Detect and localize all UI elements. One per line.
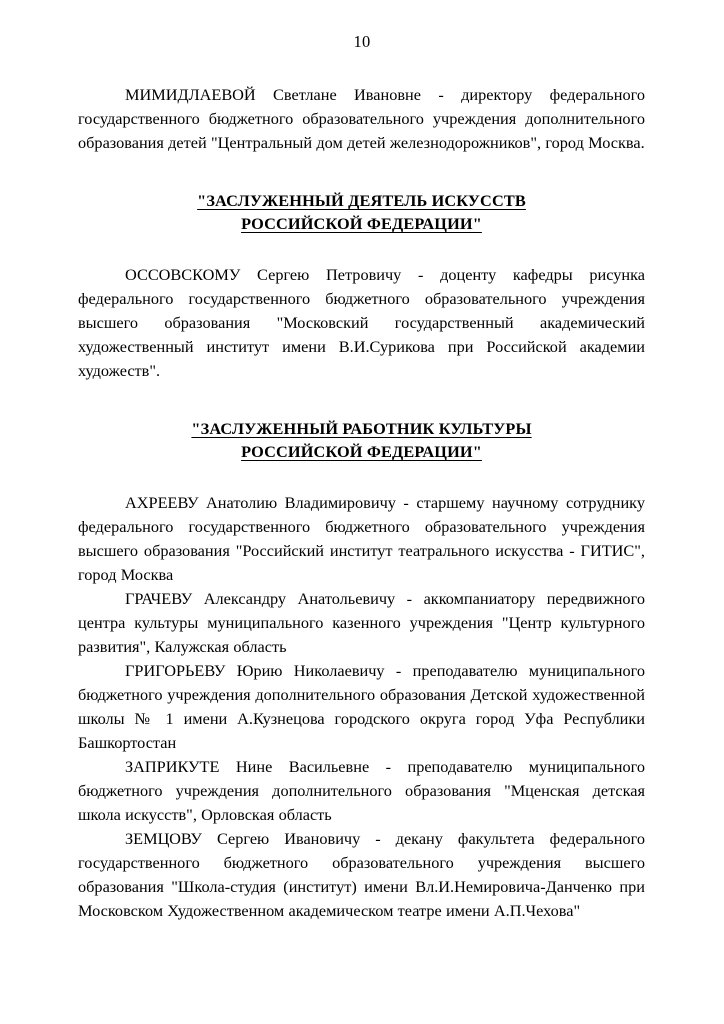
heading-line-1: "ЗАСЛУЖЕННЫЙ РАБОТНИК КУЛЬТУРЫ [191,419,532,438]
heading-spacer [78,463,645,491]
heading-zasluzhenny-rabotnik-kultury [78,417,645,463]
page-number: 10 [353,32,371,51]
paragraph-mimidlaeva: МИМИДЛАЕВОЙ Светлане Ивановне - директору федерального государственного бюджетного образовательного учреждения дополнительного образования детей "Центральный дом детей железнодорожников", город Москва. [78,85,645,152]
heading-zasluzhenny-deyatel-iskusstv [78,189,645,235]
document-body [78,83,645,923]
paragraph-ossovsky: ОССОВСКОМУ Сергею Петровичу - доценту кафедры рисунка федерального государственного бюджетного образовательного учреждения высшего образования "Московский государственный академический художественный институт имени В.И.Сурикова при Российской академии художеств". [78,265,645,380]
heading-line-1: "ЗАСЛУЖЕННЫЙ ДЕЯТЕЛЬ ИСКУССТВ [197,191,526,210]
paragraph-grigoryev: ГРИГОРЬЕВУ Юрию Николаевичу - преподавателю муниципального бюджетного учреждения дополнительного образования Детской художественной школы № 1 имени А.Кузнецова городского округа город Уфа Республики Башкортостан [78,661,645,752]
heading-line-2: РОССИЙСКОЙ ФЕДЕРАЦИИ" [241,442,482,461]
paragraph-ahreev: АХРЕЕВУ Анатолию Владимировичу - старшему научному сотруднику федерального государственного бюджетного образовательного учреждения высшего образования "Российский институт театрального искусства - ГИТИС", город Москва [78,493,645,584]
paragraph-zaprikuta: ЗАПРИКУТЕ Нине Васильевне - преподавателю муниципального бюджетного учреждения дополнительного образования "Мценская детская школа искусств", Орловская область [78,757,645,824]
paragraph-zemtsov: ЗЕМЦОВУ Сергею Ивановичу - декану факультета федерального государственного бюджетного образовательного учреждения высшего образования "Школа-студия (институт) имени Вл.И.Немировича-Данченко при Московском Художественном академическом театре имени А.П.Чехова" [78,829,645,920]
heading-line-2: РОССИЙСКОЙ ФЕДЕРАЦИИ" [241,214,482,233]
heading-spacer [78,235,645,263]
paragraph-grachev: ГРАЧЕВУ Александру Анатольевичу - аккомпаниатору передвижного центра культуры муниципального казенного учреждения "Центр культурного развития", Калужская область [78,589,645,656]
